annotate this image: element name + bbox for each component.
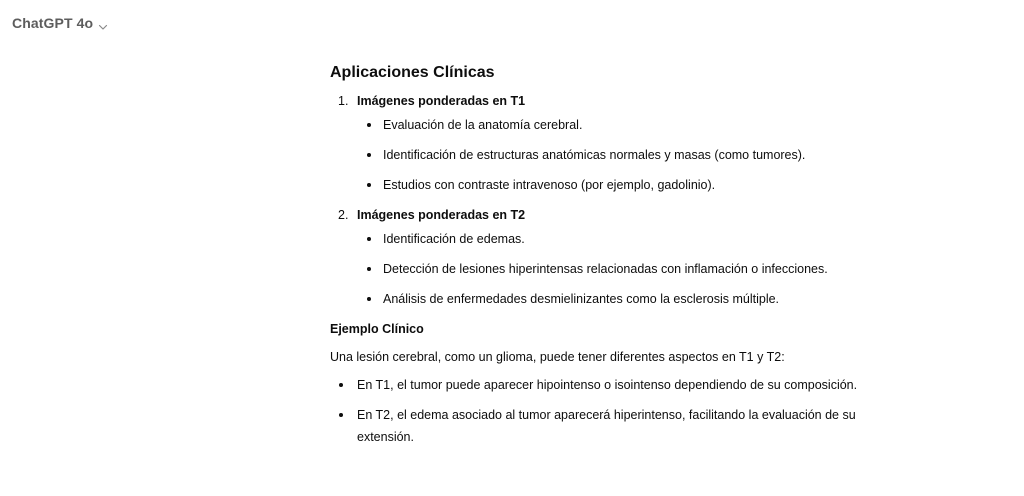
bullet-list [357,114,910,196]
section-title: Aplicaciones Clínicas [330,64,495,81]
top-bar [0,0,1024,44]
list-number: 1. [338,94,349,108]
bullet-item: Evaluación de la anatomía cerebral. [357,114,910,136]
bullet-item: En T1, el tumor puede aparecer hipointenso o isointenso dependiendo de su composición. [330,374,912,396]
list-number: 2. [338,208,349,222]
numbered-list [330,90,910,310]
bullet-item: Análisis de enfermedades desmielinizantes como la esclerosis múltiple. [357,288,910,310]
list-item-heading: Imágenes ponderadas en T1 [357,94,526,108]
model-name-label: ChatGPT 4o [12,15,94,31]
numbered-list-item [330,204,910,310]
numbered-list-item [330,90,910,196]
bullet-item: Identificación de estructuras anatómicas normales y masas (como tumores). [357,144,910,166]
example-bullet-list [330,374,910,448]
chevron-down-icon [98,19,108,29]
assistant-message [330,62,910,456]
list-item-heading: Imágenes ponderadas en T2 [357,208,526,222]
example-intro: Una lesión cerebral, como un glioma, puede tener diferentes aspectos en T1 y T2: [330,350,785,364]
bullet-item: Identificación de edemas. [357,228,910,250]
bullet-item: En T2, el edema asociado al tumor aparecerá hiperintenso, facilitando la evaluación de su extensión. [330,404,912,448]
model-selector-button[interactable] [12,12,108,34]
bullet-item: Detección de lesiones hiperintensas relacionadas con inflamación o infecciones. [357,258,910,280]
example-title: Ejemplo Clínico [330,322,424,336]
bullet-item: Estudios con contraste intravenoso (por ejemplo, gadolinio). [357,174,910,196]
bullet-list [357,228,910,310]
